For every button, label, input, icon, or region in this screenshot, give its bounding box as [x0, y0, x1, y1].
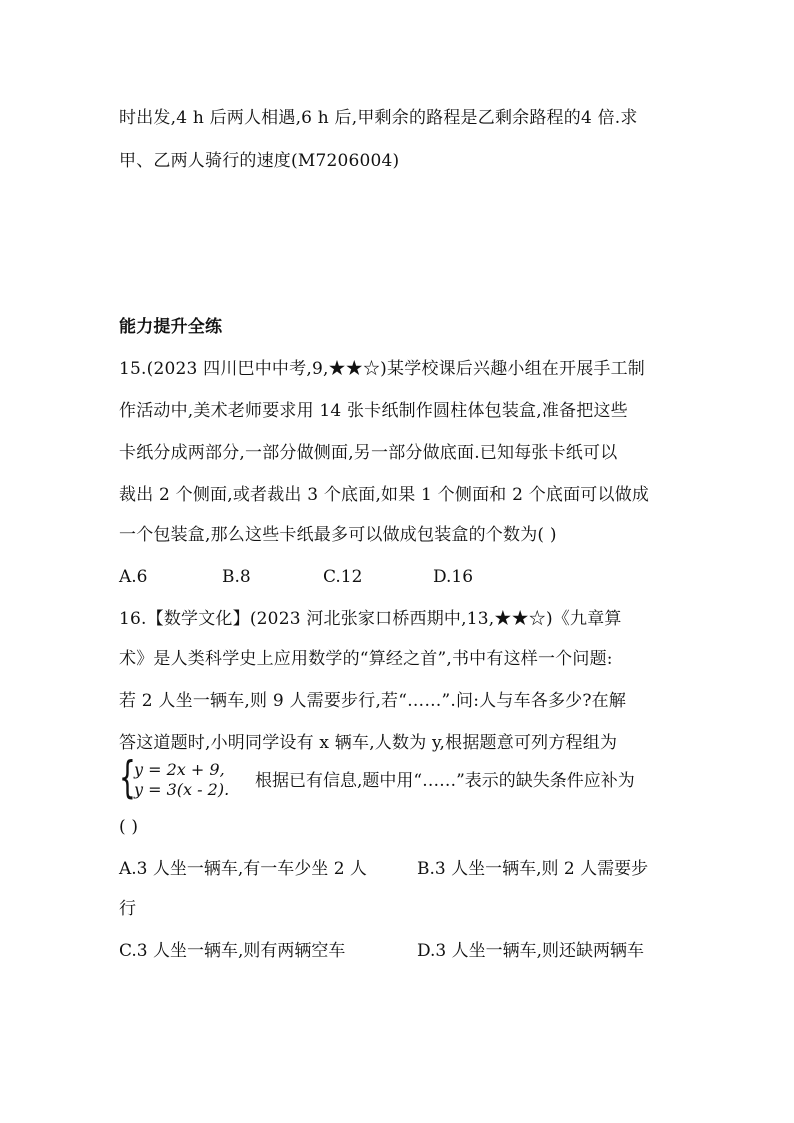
option-b: B.8: [222, 567, 251, 587]
question-16-line: 16.【数学文化】(2023 河北张家口桥西期中,13,★★☆)《九章算: [119, 609, 622, 629]
answer-bracket: ( ): [119, 817, 139, 837]
left-brace: {: [119, 752, 136, 803]
equation-2: y = 3(x - 2).: [134, 780, 230, 799]
question-15-line: 裁出 2 个侧面,或者裁出 3 个底面,如果 1 个侧面和 2 个底面可以做成: [119, 485, 650, 505]
option-b: B.3 人坐一辆车,则 2 人需要步: [417, 859, 649, 879]
equation-1: y = 2x + 9,: [134, 760, 225, 779]
text-line: 甲、乙两人骑行的速度(M7206004): [119, 151, 400, 171]
option-a: A.3 人坐一辆车,有一车少坐 2 人: [119, 859, 367, 879]
option-c: C.12: [323, 567, 363, 587]
option-b-continued: 行: [119, 899, 137, 919]
question-15-line: 卡纸分成两部分,一部分做侧面,另一部分做底面.已知每张卡纸可以: [119, 443, 618, 463]
question-15-line: 作活动中,美术老师要求用 14 张卡纸制作圆柱体包装盒,准备把这些: [119, 401, 628, 421]
question-16-line: 若 2 人坐一辆车,则 9 人需要步行,若“……”.问:人与车各多少?在解: [119, 691, 627, 711]
option-a: A.6: [119, 567, 148, 587]
equation-system: [119, 752, 679, 803]
section-heading: 能力提升全练: [119, 317, 223, 337]
question-16-line: 根据已有信息,题中用“……”表示的缺失条件应补为: [255, 771, 635, 791]
option-c: C.3 人坐一辆车,则有两辆空车: [119, 941, 346, 961]
option-d: D.16: [433, 567, 474, 587]
option-d: D.3 人坐一辆车,则还缺两辆车: [417, 941, 645, 961]
question-16-line: 术》是人类科学史上应用数学的“算经之首”,书中有这样一个问题:: [119, 649, 613, 669]
question-15-line: 15.(2023 四川巴中中考,9,★★☆)某学校课后兴趣小组在开展手工制: [119, 359, 645, 379]
question-16-line: 答这道题时,小明同学设有 x 辆车,人数为 y,根据题意可列方程组为: [119, 733, 618, 753]
question-15-line: 一个包装盒,那么这些卡纸最多可以做成包装盒的个数为( ): [119, 525, 557, 545]
text-line: 时出发,4 h 后两人相遇,6 h 后,甲剩余的路程是乙剩余路程的4 倍.求: [119, 108, 638, 128]
